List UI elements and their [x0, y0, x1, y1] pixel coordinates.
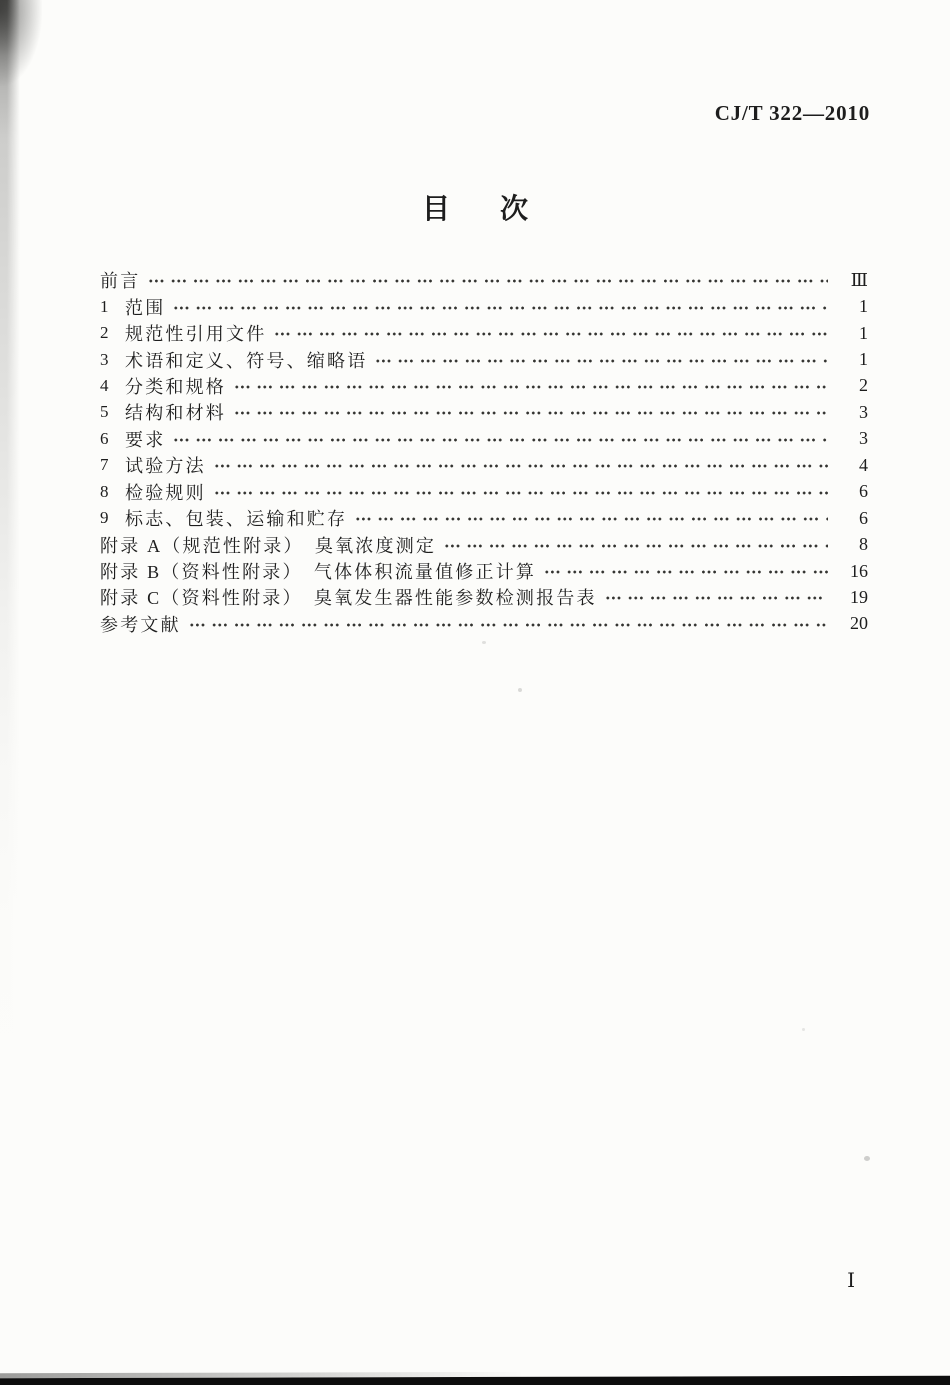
- toc-entry: [100, 426, 868, 452]
- toc-leader-dots: [148, 274, 828, 288]
- toc-entry-page: 3: [859, 401, 868, 422]
- toc-entry-label: 附录 C（资料性附录） 臭氧发生器性能参数检测报告表: [100, 588, 597, 609]
- toc-entry-page: 1: [859, 322, 868, 343]
- toc-entry: [100, 611, 868, 637]
- toc-entry: [100, 479, 868, 505]
- toc-entry-number: 8: [100, 481, 109, 501]
- toc-entry-page: 3: [859, 428, 868, 449]
- page-title: 目 次: [421, 194, 539, 225]
- toc-leader-dots: [214, 486, 828, 500]
- toc-entry-page: 8: [859, 534, 868, 555]
- toc-entry-label: 结构和材料: [125, 403, 226, 424]
- toc-entry-page: 1: [859, 296, 868, 317]
- toc-entry-page: 19: [850, 586, 868, 607]
- toc-entry: [100, 293, 868, 319]
- toc-entry-label: 附录 A（规范性附录） 臭氧浓度测定: [100, 535, 437, 556]
- toc-entry-label: 术语和定义、符号、缩略语: [125, 350, 368, 371]
- toc-leader-dots: [444, 539, 828, 553]
- toc-entry-label: 标志、包装、运输和贮存: [125, 509, 348, 530]
- toc-entry-label: 附录 B（资料性附录） 气体体积流量值修正计算: [100, 562, 537, 583]
- toc-leader-dots: [355, 512, 828, 526]
- toc-entry-label: 检验规则: [125, 482, 206, 503]
- toc-entry-number: 6: [100, 428, 109, 448]
- toc-entry-page: 6: [859, 507, 868, 528]
- page-number: Ⅰ: [847, 1270, 856, 1292]
- toc-leader-dots: [189, 618, 828, 632]
- scan-artifact-top-left-corner: [0, 0, 42, 86]
- toc-entry: [100, 267, 868, 293]
- toc-leader-dots: [214, 459, 828, 473]
- toc-entry: [100, 320, 868, 346]
- toc-leader-dots: [173, 301, 828, 315]
- toc-entry-page: 20: [850, 613, 868, 634]
- toc-leader-dots: [173, 433, 828, 447]
- toc-entry-number: 9: [100, 508, 109, 528]
- toc-entry-number: 4: [100, 375, 109, 395]
- toc-entry-label: 参考文献: [100, 614, 181, 635]
- scan-speck: [482, 641, 486, 644]
- toc-leader-dots: [274, 327, 828, 341]
- toc-entry-number: 2: [100, 323, 109, 343]
- toc-leader-dots: [234, 380, 828, 394]
- toc-entry-page: 16: [850, 560, 868, 581]
- toc-entry: [100, 531, 868, 557]
- toc-entry-page: 1: [859, 349, 868, 370]
- toc-entry: [100, 346, 868, 372]
- toc-entry: [100, 452, 868, 478]
- toc-entry-label: 范围: [125, 297, 166, 318]
- scan-speck: [802, 1028, 805, 1031]
- toc-entry-page: 2: [859, 375, 868, 396]
- toc-leader-dots: [544, 565, 828, 579]
- toc-entry: [100, 505, 868, 531]
- scan-speck: [864, 1156, 870, 1161]
- toc-entry: [100, 373, 868, 399]
- toc-leader-dots: [234, 406, 828, 420]
- toc-entry-label: 前言: [100, 271, 141, 292]
- toc-entry-label: 分类和规格: [125, 376, 226, 397]
- toc-entry-page: 4: [859, 454, 868, 475]
- scan-artifact-bottom-bar: [0, 1376, 950, 1385]
- scan-speck: [518, 688, 522, 692]
- toc-entry-label: 规范性引用文件: [125, 324, 267, 345]
- toc-entry-number: 7: [100, 455, 109, 475]
- standard-number: CJ/T 322—2010: [714, 101, 870, 125]
- toc-leader-dots: [605, 591, 828, 605]
- table-of-contents: [100, 267, 868, 637]
- toc-entry: [100, 558, 868, 584]
- toc-entry-number: 3: [100, 349, 109, 369]
- toc-entry-number: 1: [100, 296, 109, 316]
- toc-leader-dots: [375, 354, 828, 368]
- toc-entry-number: 5: [100, 402, 109, 422]
- toc-entry: [100, 399, 868, 425]
- toc-entry-page: Ⅲ: [850, 269, 868, 290]
- toc-entry: [100, 584, 868, 610]
- toc-entry-label: 要求: [125, 429, 166, 450]
- toc-entry-page: 6: [859, 481, 868, 502]
- toc-entry-label: 试验方法: [125, 456, 206, 477]
